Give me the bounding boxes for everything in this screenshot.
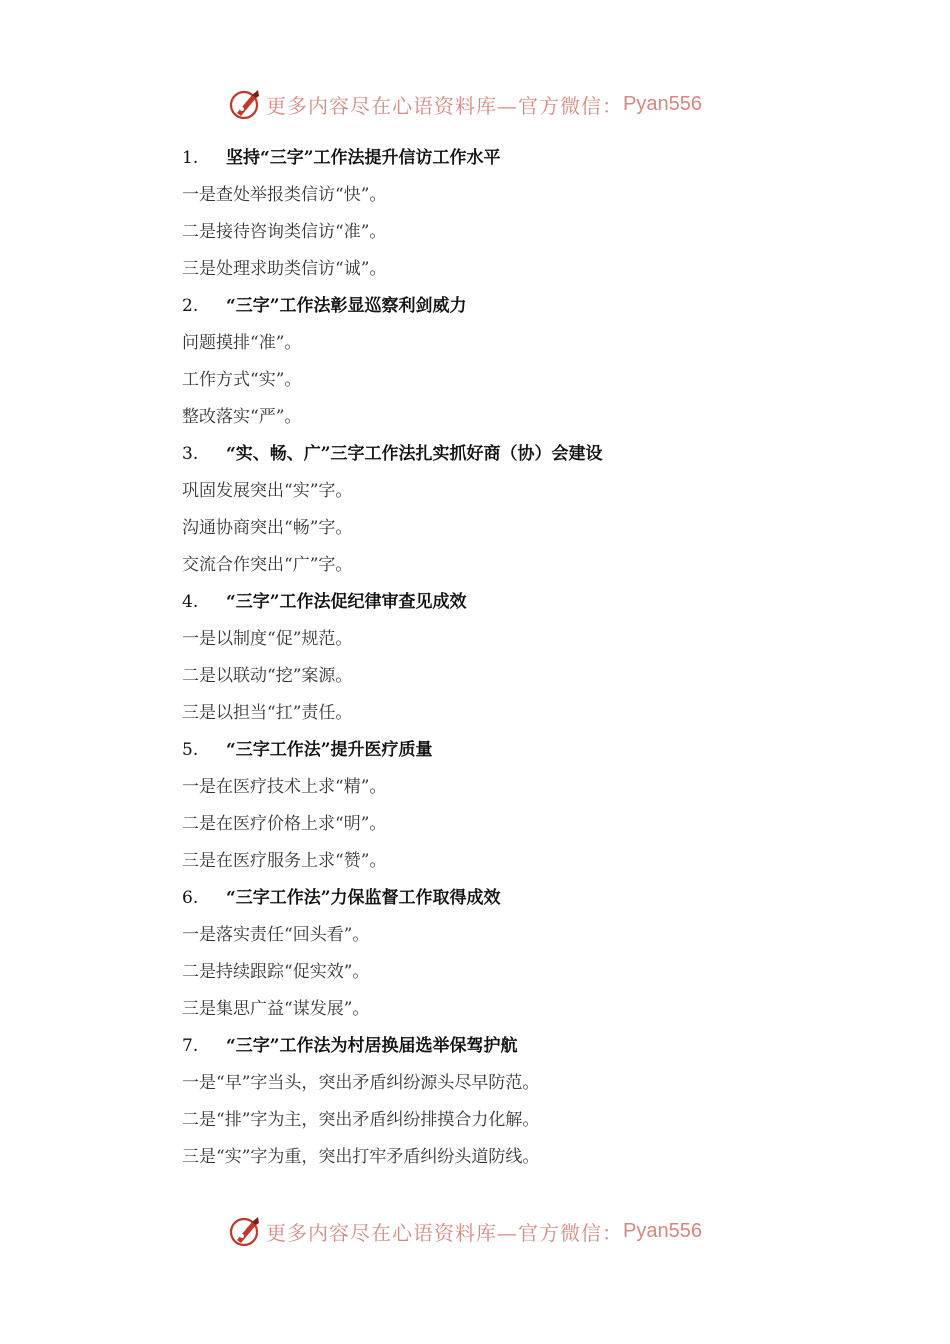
section-number: 4. (182, 592, 199, 612)
list-item: 二是“排”字为主，突出矛盾纠纷排摸合力化解。 (182, 1110, 540, 1130)
section-title (182, 140, 822, 177)
section-number: 3. (182, 444, 199, 464)
pen-nib-logo-icon (228, 87, 262, 121)
list-item: 一是以制度“促”规范。 (182, 629, 353, 649)
section-4 (182, 584, 822, 732)
list-item: 一是查处举报类信访“快”。 (182, 185, 387, 205)
section-7 (182, 1028, 822, 1176)
watermark-handle: Pyan556 (623, 92, 702, 115)
section-title (182, 1028, 822, 1065)
section-title-text: “三字”工作法彰显巡察利剑威力 (226, 296, 467, 316)
list-item: 三是处理求助类信访“诚”。 (182, 259, 387, 279)
section-number: 7. (182, 1036, 199, 1056)
list-item: 整改落实“严”。 (182, 407, 302, 427)
list-item: 三是“实”字为重，突出打牢矛盾纠纷头道防线。 (182, 1147, 540, 1167)
section-1 (182, 140, 822, 288)
section-title-text: “实、畅、广”三字工作法扎实抓好商（协）会建设 (226, 444, 603, 464)
list-item: 二是接待咨询类信访“准”。 (182, 222, 387, 242)
list-item: 二是在医疗价格上求“明”。 (182, 814, 387, 834)
document-body (182, 140, 822, 1176)
list-item: 巩固发展突出“实”字。 (182, 481, 353, 501)
section-title (182, 584, 822, 621)
list-item: 交流合作突出“广”字。 (182, 555, 353, 575)
section-number: 1. (182, 148, 199, 168)
section-title-text: “三字工作法”力保监督工作取得成效 (226, 888, 501, 908)
watermark-text: 更多内容尽在心语资料库—官方微信： (266, 93, 623, 118)
list-item: 三是集思广益“谋发展”。 (182, 999, 370, 1019)
list-item: 工作方式“实”。 (182, 370, 302, 390)
footer-watermark (228, 1211, 702, 1251)
list-item: 一是“早”字当头，突出矛盾纠纷源头尽早防范。 (182, 1073, 540, 1093)
section-number: 2. (182, 296, 199, 316)
list-item: 三是以担当“扛”责任。 (182, 703, 353, 723)
watermark-handle: Pyan556 (623, 1219, 702, 1242)
list-item: 沟通协商突出“畅”字。 (182, 518, 353, 538)
section-title-text: “三字”工作法为村居换届选举保驾护航 (226, 1036, 518, 1056)
section-title (182, 880, 822, 917)
section-number: 6. (182, 888, 199, 908)
list-item: 一是落实责任“回头看”。 (182, 925, 370, 945)
list-item: 二是持续跟踪“促实效”。 (182, 962, 370, 982)
list-item: 一是在医疗技术上求“精”。 (182, 777, 387, 797)
list-item: 三是在医疗服务上求“赞”。 (182, 851, 387, 871)
section-number: 5. (182, 740, 199, 760)
section-title-text: 坚持“三字”工作法提升信访工作水平 (226, 148, 501, 168)
section-6 (182, 880, 822, 1028)
list-item: 问题摸排“准”。 (182, 333, 302, 353)
section-5 (182, 732, 822, 880)
pen-nib-logo-icon (228, 1214, 262, 1248)
section-2 (182, 288, 822, 436)
section-title-text: “三字工作法”提升医疗质量 (226, 740, 433, 760)
section-3 (182, 436, 822, 584)
header-watermark (228, 84, 702, 124)
section-title-text: “三字”工作法促纪律审查见成效 (226, 592, 467, 612)
watermark-text: 更多内容尽在心语资料库—官方微信： (266, 1220, 623, 1245)
list-item: 二是以联动“挖”案源。 (182, 666, 353, 686)
section-title (182, 288, 822, 325)
section-title (182, 732, 822, 769)
section-title (182, 436, 822, 473)
